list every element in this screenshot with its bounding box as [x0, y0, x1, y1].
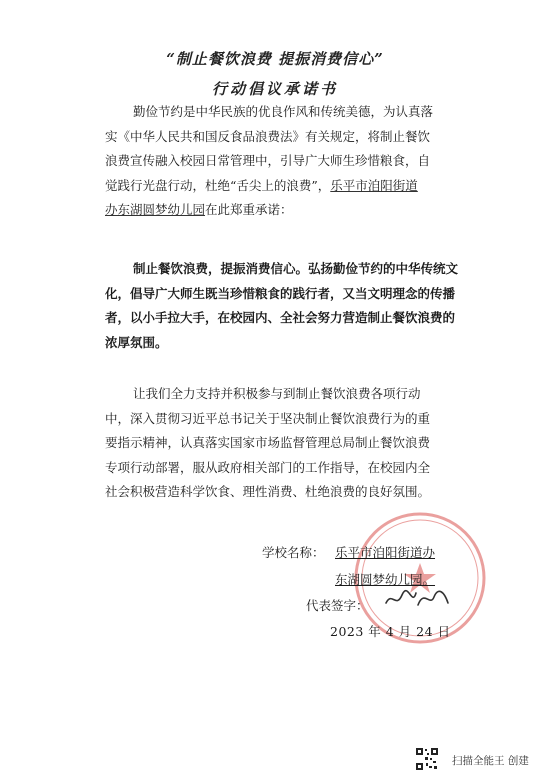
paragraph-intro: [105, 100, 467, 223]
text-line: 实《中华人民共和国反食品浪费法》有关规定，将制止餐饮: [105, 128, 431, 144]
document-title: “制止餐饮浪费 提振消费信心”: [166, 50, 384, 68]
school-name-label: 学校名称：: [262, 545, 325, 560]
paragraph-action: [105, 382, 467, 505]
paragraph-pledge: [105, 257, 467, 355]
text-line: 制止餐饮浪费，提振消费信心。弘扬勤俭节约的中华传统文: [133, 261, 459, 276]
representative-signature-label: 代表签字：: [306, 598, 369, 613]
text-line: 中，深入贯彻习近平总书记关于坚决制止餐饮浪费行为的重: [105, 410, 431, 426]
scanner-app-footer: 扫描全能王 创建: [452, 755, 529, 767]
signing-date: 2023 年 4 月 24 日: [330, 624, 451, 639]
text-line: 勤俭节约是中华民族的优良作风和传统美德，为认真落: [133, 104, 434, 119]
text-line: [105, 198, 467, 223]
text-line: 社会积极营造科学饮食、理性消费、杜绝浪费的良好氛围。: [105, 484, 431, 499]
text-line: 专项行动部署，服从政府相关部门的工作指导，在校园内全: [105, 459, 431, 475]
text-line: 浓厚氛围。: [105, 334, 168, 350]
text-line: 让我们全力支持并积极参与到制止餐饮浪费各项行动: [133, 386, 421, 401]
text-segment: 觉践行光盘行动，杜绝“舌尖上的浪费”，: [105, 177, 331, 193]
text-line: 化，倡导广大师生既当珍惜粮食的践行者，又当文明理念的传播: [105, 285, 456, 301]
underlined-school-name: 办东湖圆梦幼儿园: [105, 202, 206, 217]
text-segment: 在此郑重承诺：: [205, 202, 293, 217]
underlined-school-name: 乐平市洎阳街道: [330, 177, 418, 193]
text-line: 要指示精神，认真落实国家市场监督管理总局制止餐饮浪费: [105, 435, 431, 450]
school-name-line2: 东湖圆梦幼儿园。: [335, 572, 436, 587]
text-line: 浪费宣传融入校园日常管理中，引导广大师生珍惜粮食，自: [105, 153, 431, 168]
text-line: 者，以小手拉大手，在校园内、全社会努力营造制止餐饮浪费的: [105, 310, 456, 325]
handwritten-signature: [382, 585, 452, 613]
text-line: [105, 174, 467, 199]
document-subtitle: 行动倡议承诺书: [211, 80, 338, 98]
school-name-line1: 乐平市洎阳街道办: [335, 545, 436, 560]
qr-code-icon: [415, 747, 439, 771]
